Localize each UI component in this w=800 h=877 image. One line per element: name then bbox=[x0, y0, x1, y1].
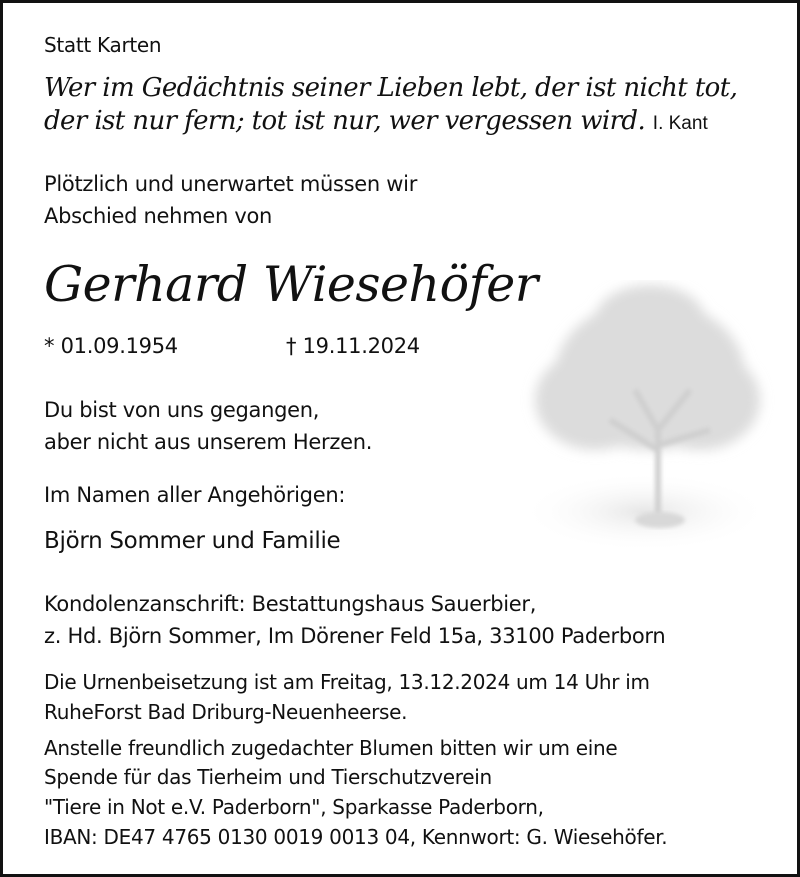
on-behalf-text: Im Namen aller Angehörigen: bbox=[44, 483, 346, 507]
donation-line-1: Anstelle freundlich zugedachter Blumen bitten wir um eine bbox=[44, 736, 618, 760]
header-text: Statt Karten bbox=[44, 33, 162, 57]
quote-line-2: der ist nur fern; tot ist nur, wer vergessen wird. bbox=[44, 106, 646, 136]
death-date: † 19.11.2024 bbox=[286, 334, 420, 358]
saying-line-1: Du bist von uns gegangen, bbox=[44, 398, 320, 422]
donation-line-3: "Tiere in Not e.V. Paderborn", Sparkasse Paderborn, bbox=[44, 795, 544, 819]
quote-author: I. Kant bbox=[652, 113, 708, 134]
burial-line-1: Die Urnenbeisetzung ist am Freitag, 13.12.2024 um 14 Uhr im bbox=[44, 670, 650, 694]
donation-line-2: Spende für das Tierheim und Tierschutzverein bbox=[44, 765, 492, 789]
saying-line-2: aber nicht aus unserem Herzen. bbox=[44, 430, 373, 454]
donation-line-4: IBAN: DE47 4765 0130 0019 0013 04, Kennwort: G. Wiesehöfer. bbox=[44, 825, 668, 849]
condolence-line-2: z. Hd. Björn Sommer, Im Dörener Feld 15a, 33100 Paderborn bbox=[44, 624, 666, 648]
quote-line-1: Wer im Gedächtnis seiner Lieben lebt, der ist nicht tot, bbox=[44, 73, 738, 103]
intro-line-2: Abschied nehmen von bbox=[44, 204, 273, 228]
tree-image bbox=[515, 280, 775, 560]
birth-date: * 01.09.1954 bbox=[44, 334, 178, 358]
deceased-name: Gerhard Wiesehöfer bbox=[44, 256, 538, 313]
family-name: Björn Sommer und Familie bbox=[44, 528, 341, 554]
intro-line-1: Plötzlich und unerwartet müssen wir bbox=[44, 172, 418, 196]
burial-line-2: RuheForst Bad Driburg-Neuenheerse. bbox=[44, 700, 408, 724]
condolence-line-1: Kondolenzanschrift: Bestattungshaus Sauerbier, bbox=[44, 592, 537, 616]
